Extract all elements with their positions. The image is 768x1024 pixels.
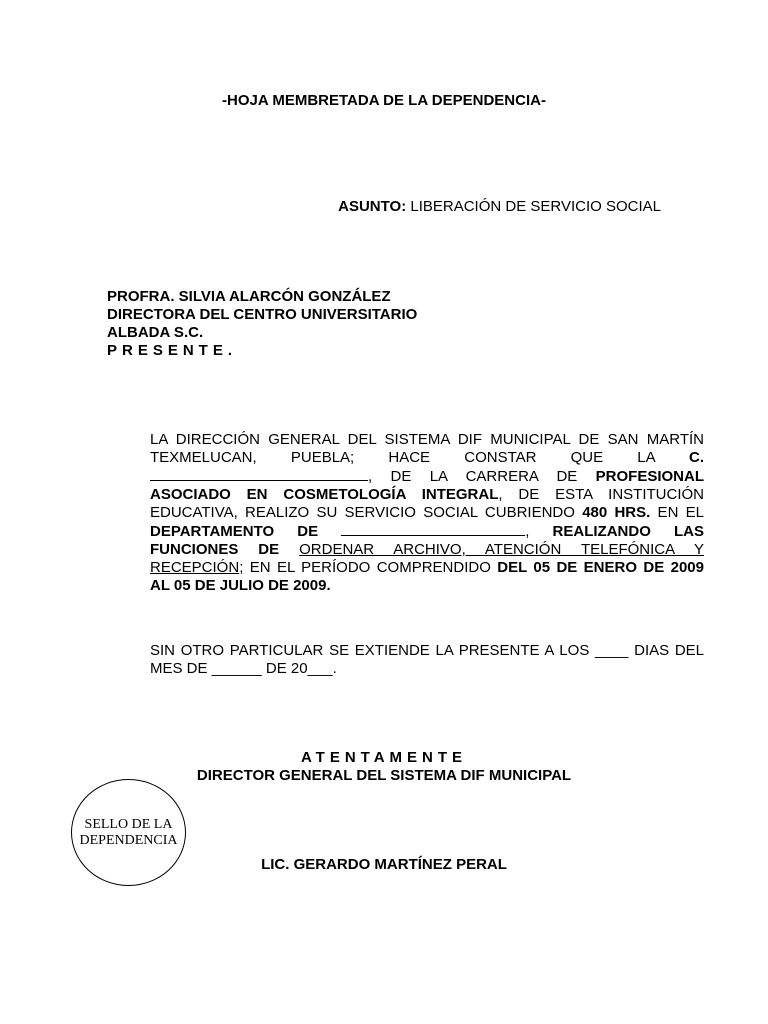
department-blank — [341, 522, 525, 536]
body-text-13: ; EN EL PERÍODO COMPRENDIDO — [239, 559, 498, 576]
addressee-title: DIRECTORA DEL CENTRO UNIVERSITARIO — [107, 306, 418, 323]
subject-text: LIBERACIÓN DE SERVICIO SOCIAL — [406, 198, 661, 215]
hours-value: 480 HRS. — [582, 504, 651, 521]
month-blank: ______ — [211, 660, 262, 677]
period-dates: DEL 05 DE ENERO DE 2009 AL 05 DE JULIO DE 2009. — [150, 559, 704, 594]
signer-title: DIRECTOR GENERAL DEL SISTEMA DIF MUNICIPAL — [196, 767, 572, 784]
functions-label: REALIZANDO LAS FUNCIONES DE — [150, 523, 704, 558]
year-blank: ___ — [307, 660, 333, 677]
addressee-presente: PRESENTE. — [107, 342, 238, 359]
career-name: PROFESIONAL ASOCIADO EN COSMETOLOGÍA INTEGRAL — [150, 468, 704, 503]
body-text-2: C. — [689, 449, 704, 466]
subject-line — [338, 198, 661, 215]
body-text-7: EN EL — [650, 504, 704, 521]
atentamente: ATENTAMENTE — [300, 749, 468, 766]
body-paragraph — [107, 431, 704, 595]
seal-text-1: SELLO DE LA — [84, 816, 173, 832]
addressee-name: PROFRA. SILVIA ALARCÓN GONZÁLEZ — [107, 288, 391, 305]
letterhead-placeholder: -HOJA MEMBRETADA DE LA DEPENDENCIA- — [222, 92, 546, 109]
signer-name: LIC. GERARDO MARTÍNEZ PERAL — [261, 856, 507, 873]
closing-text-1: SIN OTRO PARTICULAR SE EXTIENDE LA PRESENTE A LOS — [150, 642, 596, 659]
body-text-1: LA DIRECCIÓN GENERAL DEL SISTEMA DIF MUNICIPAL DE SAN MARTÍN TEXMELUCAN, PUEBLA; HACE CONSTAR QUE LA — [150, 431, 704, 466]
body-text-11 — [279, 541, 299, 558]
department-label: DEPARTAMENTO DE — [150, 523, 319, 540]
student-name-blank — [150, 467, 368, 481]
body-text-3: , DE LA CARRERA DE — [368, 468, 596, 485]
closing-paragraph — [107, 642, 704, 678]
addressee-block — [107, 288, 417, 360]
subject-label: ASUNTO: — [338, 198, 407, 215]
addressee-institution: ALBADA S.C. — [107, 324, 204, 341]
body-text-5: , DE ESTA INSTITUCIÓN EDUCATIVA, REALIZO SU SERVICIO SOCIAL CUBRIENDO — [150, 486, 704, 521]
seal-text-2: DEPENDENCIA — [79, 832, 178, 848]
closing-text-7: . — [332, 660, 337, 677]
body-text-9: , — [525, 523, 553, 540]
closing-text-3: DIAS DEL MES DE — [150, 642, 704, 677]
closing-text-5: DE 20 — [261, 660, 308, 677]
functions-text: ORDENAR ARCHIVO, ATENCIÓN TELEFÓNICA Y RECEPCIÓN — [150, 541, 705, 576]
days-blank: ____ — [595, 642, 629, 659]
